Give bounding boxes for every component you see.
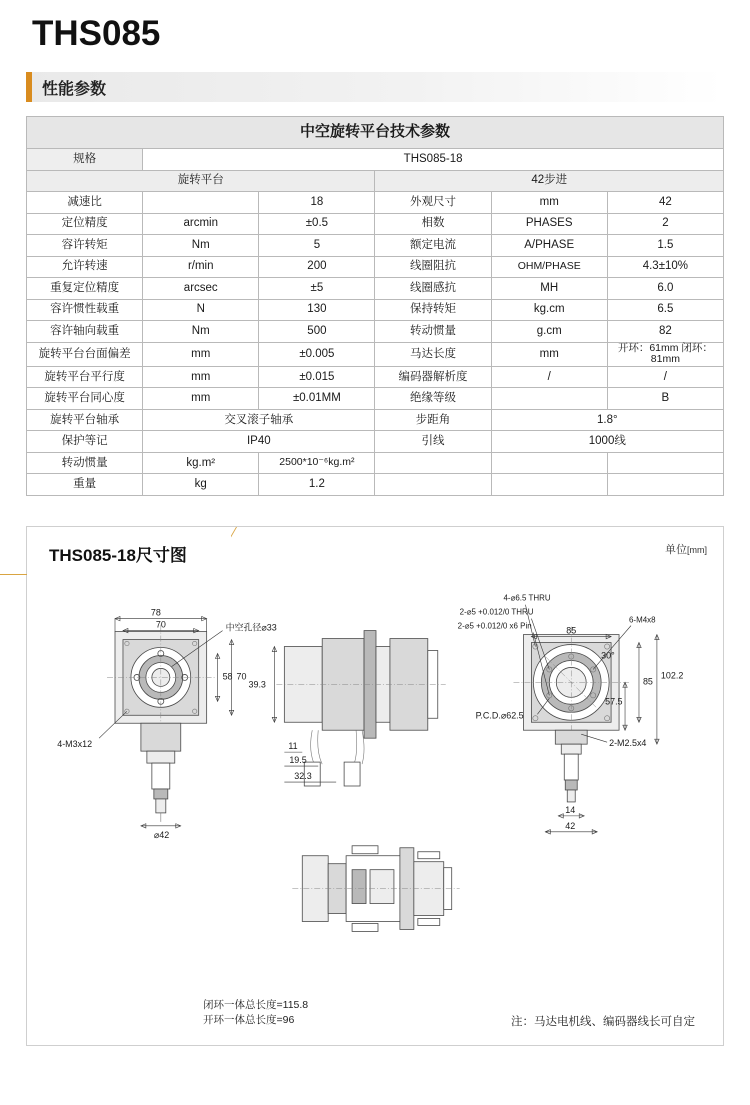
- spec-table-body: [27, 117, 724, 496]
- label-front-70: 70: [155, 619, 166, 630]
- cell-right-name: 相数: [375, 213, 491, 235]
- label-dia42: ⌀42: [153, 829, 170, 840]
- table-group-row: [27, 170, 724, 192]
- cell-left-name: 保护等记: [27, 431, 143, 453]
- cell-left-value: 130: [259, 299, 375, 321]
- table-row: [27, 235, 724, 257]
- cell-left-value: 18: [259, 192, 375, 214]
- cell-right-name: 线圈感抗: [375, 278, 491, 300]
- cell-right-name: 外观尺寸: [375, 192, 491, 214]
- table-row: [27, 388, 724, 410]
- cell-left-value: 200: [259, 256, 375, 278]
- cell-right-unit: [491, 388, 607, 410]
- cell-right-name: 线圈阻抗: [375, 256, 491, 278]
- cell-left-unit: kg.m²: [143, 452, 259, 474]
- cell-left-value: IP40: [143, 431, 375, 453]
- cell-right-name: 绝缘等级: [375, 388, 491, 410]
- label-2m25x4: 2-M2.5x4: [609, 737, 647, 748]
- cell-left-value: 5: [259, 235, 375, 257]
- drawing-footer-note: 注：马达电机线、编码器线长可自定: [511, 1015, 695, 1028]
- cell-left-name: 允许转速: [27, 256, 143, 278]
- cell-right-name: 步距角: [375, 409, 491, 431]
- label-2x5-pin: 2-⌀5 +0.012/0 x6 Pin: [457, 621, 532, 631]
- cell-right-unit: A/PHASE: [491, 235, 607, 257]
- label-side-393: 39.3: [248, 678, 266, 689]
- table-row: [27, 192, 724, 214]
- cell-right-value: 1.8°: [491, 409, 723, 431]
- cell-right-unit: mm: [491, 192, 607, 214]
- cell-left-name-2: 旋转平台轴承: [27, 409, 143, 431]
- spec-table: [26, 116, 724, 496]
- label-pcd: P.C.D.⌀62.5: [475, 709, 524, 720]
- cell-left-value: ±0.5: [259, 213, 375, 235]
- cell-left-name: 容许轴向载重: [27, 321, 143, 343]
- cell-right-value: 1.5: [607, 235, 723, 257]
- cell-right-unit: /: [491, 366, 607, 388]
- label-bot-14: 14: [565, 804, 576, 815]
- cell-left-name: 减速比: [27, 192, 143, 214]
- group-right: 42步进: [375, 170, 724, 192]
- cell-left-name: 重复定位精度: [27, 278, 143, 300]
- label-front-78: 78: [150, 607, 161, 618]
- top-view: [458, 593, 684, 833]
- table-row: [27, 342, 724, 366]
- cell-left-unit: Nm: [143, 321, 259, 343]
- cell-left-value: ±0.01MM: [259, 388, 375, 410]
- cell-left-unit: arcsec: [143, 278, 259, 300]
- cell-left-name: 旋转平台同心度: [27, 388, 143, 410]
- assembly-length-note: [203, 998, 308, 1028]
- cell-right-unit: OHM/PHASE: [491, 256, 607, 278]
- cell-right-unit: g.cm: [491, 321, 607, 343]
- cell-right-value: 6.5: [607, 299, 723, 321]
- cell-left-value: 1.2: [259, 474, 375, 496]
- cell-right-value: /: [607, 366, 723, 388]
- label-top-575: 57.5: [605, 695, 623, 706]
- unit-label: 单位: [664, 543, 687, 556]
- cell-right-value: 42: [607, 192, 723, 214]
- cell-blank: [491, 474, 607, 496]
- label-side-11: 11: [288, 740, 298, 751]
- cell-right-name: 额定电流: [375, 235, 491, 257]
- cell-left-value: ±0.005: [259, 342, 375, 366]
- dimension-drawing-panel: [26, 526, 724, 1046]
- cell-right-name: 保持转矩: [375, 299, 491, 321]
- table-row: [27, 431, 724, 453]
- table-row: [27, 474, 724, 496]
- cell-right-value: 2: [607, 213, 723, 235]
- table-row: [27, 278, 724, 300]
- cell-right-value: B: [607, 388, 723, 410]
- cell-left-unit: mm: [143, 388, 259, 410]
- cell-right-name: 马达长度: [375, 342, 491, 366]
- cell-blank: [491, 452, 607, 474]
- cell-left-name: 旋转平台台面偏差: [27, 342, 143, 366]
- group-left: 旋转平台: [27, 170, 375, 192]
- label-4m3x12: 4-M3x12: [57, 738, 93, 749]
- cell-left-name: 容许转矩: [27, 235, 143, 257]
- cell-left-value: 交叉滚子轴承: [143, 409, 375, 431]
- cell-right-name: 转动惯量: [375, 321, 491, 343]
- label-front-58: 58: [222, 671, 233, 682]
- cell-left-value: 2500*10⁻⁶kg.m²: [259, 452, 375, 474]
- front-view: [57, 607, 277, 839]
- page-title: THS085: [32, 14, 161, 53]
- cell-right-value: 开环：61mm 闭环：81mm: [607, 342, 723, 366]
- cell-right-unit: kg.cm: [491, 299, 607, 321]
- cell-right-name: 编码器解析度: [375, 366, 491, 388]
- table-row: [27, 256, 724, 278]
- cell-right-value: 1000线: [491, 431, 723, 453]
- section-title: 性能参数: [42, 80, 107, 98]
- model-value: THS085-18: [143, 149, 724, 171]
- label-4x65-thru: 4-⌀6.5 THRU: [503, 593, 551, 603]
- open-loop-length: 开环一体总长度=96: [203, 1014, 295, 1027]
- drawing-title: THS085-18尺寸图: [27, 527, 231, 578]
- cell-left-value: ±0.015: [259, 366, 375, 388]
- table-row: [27, 149, 724, 171]
- table-row: [27, 213, 724, 235]
- label-30deg: 30°: [601, 650, 615, 661]
- cell-right-value: 4.3±10%: [607, 256, 723, 278]
- label-side-323: 32.3: [294, 770, 312, 781]
- side-view: [248, 630, 445, 785]
- cell-right-unit: MH: [491, 278, 607, 300]
- table-row: [27, 299, 724, 321]
- section-banner: [26, 72, 724, 102]
- unit-value: [mm]: [686, 544, 707, 555]
- label-top-85a: 85: [566, 625, 577, 636]
- table-row: [27, 321, 724, 343]
- cell-left-unit: mm: [143, 366, 259, 388]
- cell-left-unit: mm: [143, 342, 259, 366]
- cell-right-name: 引线: [375, 431, 491, 453]
- label-2x5-thru: 2-⌀5 +0.012/0 THRU: [459, 607, 534, 617]
- cell-left-unit: Nm: [143, 235, 259, 257]
- label-hollow-bore: 中空孔径⌀33: [225, 622, 277, 633]
- label-bot-42: 42: [565, 820, 576, 831]
- cell-left-name: 旋转平台平行度: [27, 366, 143, 388]
- cell-left-value: ±5: [259, 278, 375, 300]
- cell-right-value: 6.0: [607, 278, 723, 300]
- cell-blank: [607, 474, 723, 496]
- cell-left-value: 500: [259, 321, 375, 343]
- page-root: [0, 14, 750, 1105]
- cell-left-unit: N: [143, 299, 259, 321]
- cell-right-unit: PHASES: [491, 213, 607, 235]
- model-label: 规格: [27, 149, 143, 171]
- cell-right-value: 82: [607, 321, 723, 343]
- cell-left-unit: [143, 192, 259, 214]
- cell-left-unit: kg: [143, 474, 259, 496]
- cell-right-unit: mm: [491, 342, 607, 366]
- table-row: [27, 366, 724, 388]
- cell-left-name: 容许惯性载重: [27, 299, 143, 321]
- table-title-row: [27, 117, 724, 149]
- drawing-svg: [27, 527, 723, 1045]
- cell-blank: [607, 452, 723, 474]
- label-6m4x8: 6-M4x8: [629, 615, 656, 625]
- table-row: [27, 409, 724, 431]
- closed-loop-length: 闭环一体总长度=115.8: [203, 999, 309, 1012]
- cell-blank: [375, 474, 491, 496]
- cell-left-unit: r/min: [143, 256, 259, 278]
- cell-left-unit: arcmin: [143, 213, 259, 235]
- cell-blank: [375, 452, 491, 474]
- label-front-70b: 70: [236, 671, 247, 682]
- assembly-view: [292, 845, 459, 931]
- label-side-195: 19.5: [289, 754, 307, 765]
- cell-left-name: 定位精度: [27, 213, 143, 235]
- label-top-85b: 85: [642, 675, 653, 686]
- table-title: 中空旋转平台技术参数: [27, 117, 724, 149]
- label-top-1022: 102.2: [660, 670, 684, 681]
- cell-left-name: 重量: [27, 474, 143, 496]
- table-row: [27, 452, 724, 474]
- cell-left-name: 转动惯量: [27, 452, 143, 474]
